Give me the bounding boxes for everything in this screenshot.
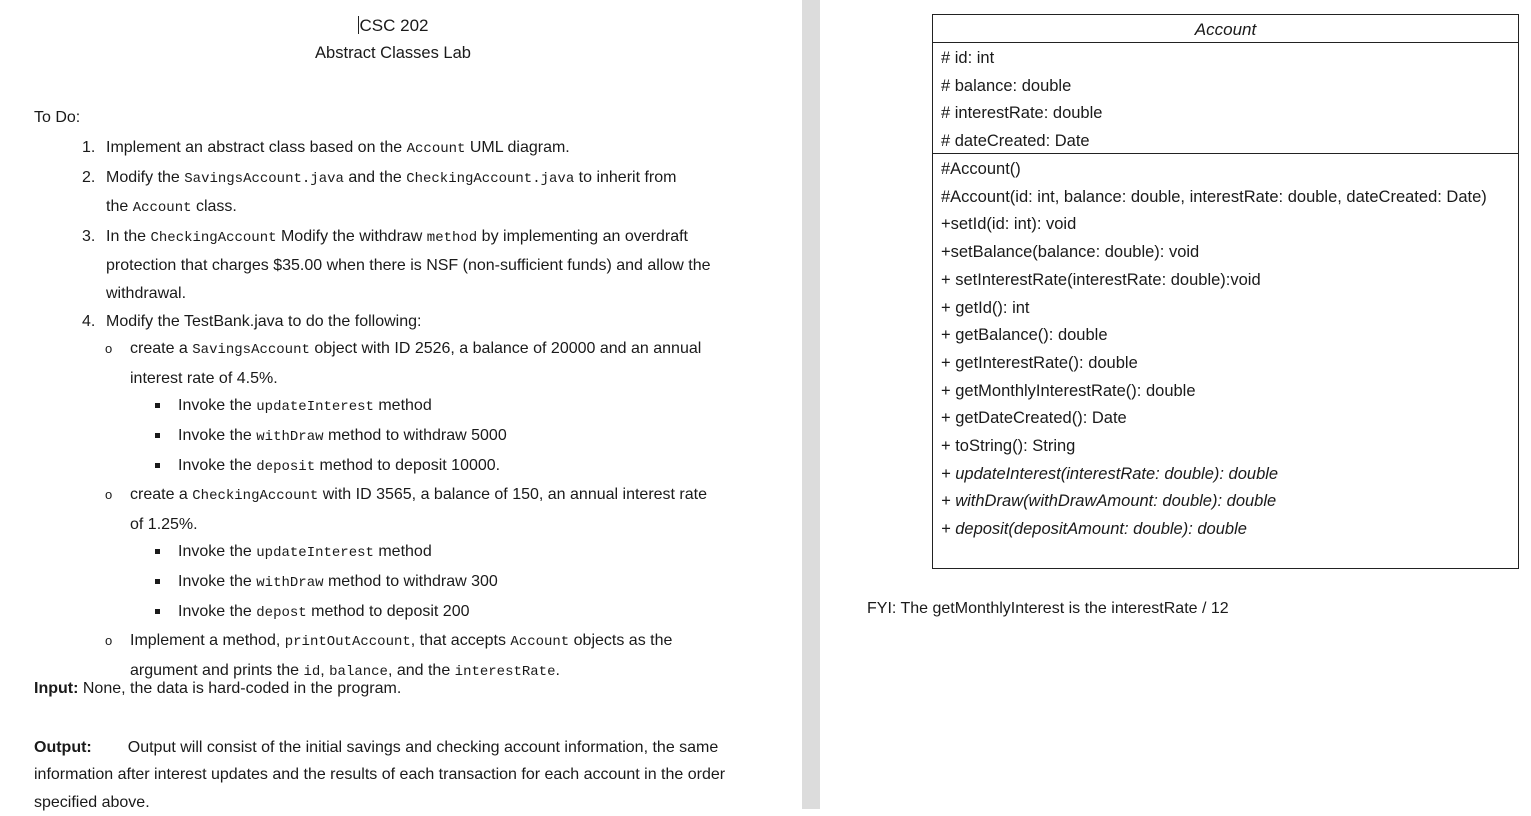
uml-abstract-method: + updateInterest(interestRate: double): double (941, 464, 1279, 483)
code-token: depost (256, 604, 307, 621)
step-line (106, 134, 760, 164)
text-run: create a (130, 340, 193, 358)
subtask (0, 627, 760, 686)
uml-attribute: # balance: double (941, 76, 1072, 95)
code-token: CheckingAccount.java (406, 170, 575, 187)
step-line: protection that charges $35.00 when there is NSF (non-sufficient funds) and allow the (106, 257, 711, 275)
text-run: objects as the (569, 632, 673, 650)
code-token: CheckingAccount (192, 488, 319, 505)
action-list-wrapper (0, 538, 760, 627)
text-run: the (106, 198, 133, 216)
code-token: interestRate (454, 663, 556, 680)
text-run: , and the (387, 661, 455, 679)
step-line (106, 308, 760, 336)
action-item (0, 452, 760, 482)
subtask (0, 335, 760, 392)
code-token: Account (132, 200, 192, 217)
square-bullet-icon (155, 403, 160, 408)
step-number: 3. (82, 227, 96, 245)
text-run: method to withdraw 5000 (323, 426, 507, 444)
uml-abstract-method: + withDraw(withDrawAmount: double): double (941, 492, 1277, 511)
uml-method: + getDateCreated(): Date (941, 409, 1127, 428)
text-run: Invoke the (178, 602, 257, 620)
code-token: SavingsAccount.java (184, 170, 344, 187)
task-step (0, 164, 760, 223)
bullet-icon: o (105, 341, 113, 357)
code-token: withDraw (256, 428, 324, 445)
uml-class-diagram (932, 14, 1519, 569)
uml-class-name: Account (933, 15, 1518, 43)
uml-method: +setBalance(balance: double): void (941, 243, 1200, 262)
step-line (106, 164, 760, 194)
text-run: . (555, 661, 560, 679)
uml-attribute: # id: int (941, 49, 995, 67)
subtask-line (130, 481, 760, 511)
text-run: object with ID 2526, a balance of 20000 and an annual (309, 340, 702, 358)
step-line: withdrawal. (106, 284, 187, 302)
text-run: argument and prints the (130, 661, 304, 679)
uml-method: + getBalance(): double (941, 326, 1108, 345)
uml-attribute: # interestRate: double (941, 104, 1103, 123)
text-run: Implement a method, (130, 632, 285, 650)
text-run: Modify the TestBank.java to do the following: (106, 312, 422, 330)
fyi-note: FYI: The getMonthlyInterest is the interestRate / 12 (867, 600, 1229, 617)
task-step (0, 308, 760, 687)
uml-attributes (933, 43, 1518, 154)
subtask (0, 481, 760, 538)
uml-attribute: # dateCreated: Date (941, 132, 1090, 151)
code-token: Account (510, 634, 570, 651)
square-bullet-icon (155, 463, 160, 468)
action-item (0, 422, 760, 452)
page-gutter (802, 0, 820, 809)
text-run: by implementing an overdraft (477, 227, 688, 245)
task-step (0, 223, 760, 308)
text-run: class. (191, 198, 237, 216)
code-token: updateInterest (256, 545, 374, 562)
input-paragraph: Input: None, the data is hard-coded in the program. (34, 680, 402, 697)
step-line (106, 193, 760, 223)
text-run: In the (106, 227, 151, 245)
text-run: and the (343, 168, 407, 186)
action-list (0, 538, 760, 627)
square-bullet-icon (155, 433, 160, 438)
code-token: CheckingAccount (150, 229, 277, 246)
square-bullet-icon (155, 609, 160, 614)
subtask-list (106, 335, 760, 686)
square-bullet-icon (155, 549, 160, 554)
step-number: 1. (82, 139, 96, 156)
code-token: method (426, 229, 478, 246)
text-run: method (373, 543, 432, 561)
course-code: CSC 202 (359, 16, 429, 35)
text-run: method to deposit 10000. (315, 456, 501, 474)
code-token: id (303, 663, 321, 680)
text-run: , that accepts (410, 632, 511, 650)
task-step (0, 134, 760, 164)
code-token: updateInterest (256, 399, 374, 416)
uml-methods (933, 154, 1518, 544)
bullet-icon: o (105, 633, 113, 649)
code-token: Account (406, 141, 466, 157)
uml-method: + getInterestRate(): double (941, 353, 1138, 372)
text-run: Invoke the (178, 397, 257, 415)
code-token: deposit (256, 458, 316, 475)
square-bullet-icon (155, 579, 160, 584)
text-run: with ID 3565, a balance of 150, an annual interest rate (318, 486, 707, 504)
text-run: Modify the (106, 168, 185, 186)
subtask-line (130, 335, 760, 365)
output-paragraph: Output: Output will consist of the initial savings and checking account information, the same information after interest updates and the results of each transaction for each account in the order specified above. (34, 739, 726, 811)
uml-method: #Account(id: int, balance: double, interestRate: double, dateCreated: Date) (941, 187, 1487, 206)
uml-method: +setId(id: int): void (941, 215, 1077, 234)
subtask-line: interest rate of 4.5%. (130, 369, 278, 387)
todo-label: To Do: (34, 109, 81, 126)
code-token: SavingsAccount (192, 342, 310, 359)
subtask-line: of 1.25%. (130, 515, 198, 533)
task-list (0, 134, 760, 686)
text-run: Modify the withdraw (276, 227, 427, 245)
uml-method: + getMonthlyInterestRate(): double (941, 381, 1196, 400)
subtask-line (130, 627, 760, 657)
text-run: Invoke the (178, 456, 257, 474)
text-run: Invoke the (178, 572, 257, 590)
text-run: Implement an abstract class based on the (106, 139, 407, 156)
lab-title: Abstract Classes Lab (315, 44, 471, 62)
uml-abstract-method: + deposit(depositAmount: double): double (941, 520, 1247, 539)
uml-method: #Account() (941, 160, 1021, 178)
action-item (0, 392, 760, 422)
step-line (106, 223, 760, 253)
text-run: , (320, 661, 330, 679)
bullet-icon: o (105, 487, 113, 503)
step-number: 4. (82, 312, 96, 330)
step-number: 2. (82, 168, 96, 186)
text-cursor[interactable] (358, 16, 359, 34)
text-run: Invoke the (178, 426, 257, 444)
action-item (0, 568, 760, 598)
code-token: balance (329, 663, 388, 680)
uml-method: + toString(): String (941, 437, 1076, 456)
text-run: method (373, 397, 432, 415)
code-token: printOutAccount (284, 634, 411, 651)
action-item (0, 538, 760, 568)
code-token: withDraw (256, 574, 324, 591)
action-list-wrapper (0, 392, 760, 481)
text-run: method to withdraw 300 (323, 572, 498, 590)
uml-method: + getId(): int (941, 298, 1030, 317)
text-run: Invoke the (178, 543, 257, 561)
text-run: to inherit from (574, 168, 677, 186)
text-run: method to deposit 200 (306, 602, 470, 620)
uml-method: + setInterestRate(interestRate: double):void (941, 270, 1261, 289)
action-item (0, 598, 760, 628)
text-run: UML diagram. (465, 139, 570, 156)
action-list (0, 392, 760, 481)
text-run: create a (130, 486, 193, 504)
